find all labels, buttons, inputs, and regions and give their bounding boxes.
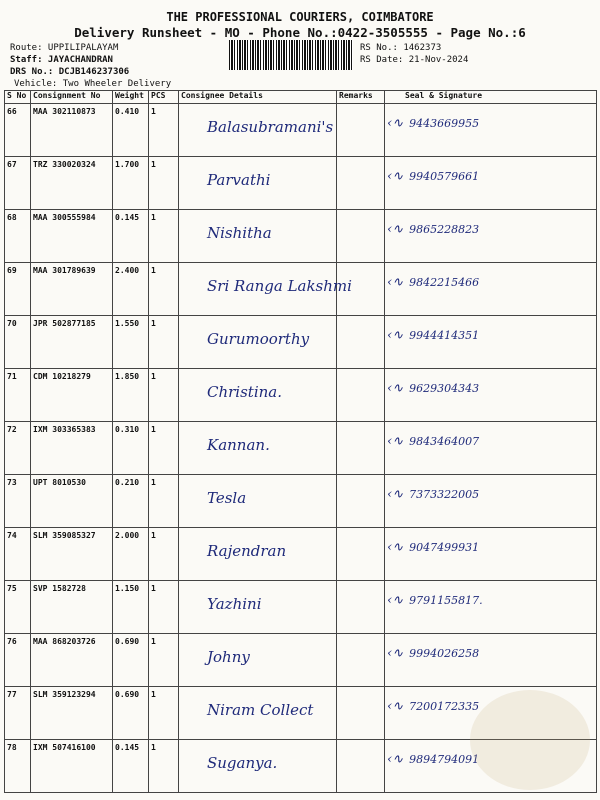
cell-signature xyxy=(385,157,597,210)
drs-label: DRS No.: DCJB146237306 xyxy=(10,67,130,77)
cell-consignee-name: Nishitha xyxy=(179,210,337,263)
col-pcs-header: PCS xyxy=(149,91,179,104)
table-row xyxy=(5,210,597,263)
cell-signature xyxy=(385,316,597,369)
cell-remarks xyxy=(337,210,385,263)
cell-weight: 2.000 xyxy=(113,528,149,581)
cell-pcs: 1 xyxy=(149,157,179,210)
cell-consignee-name: Rajendran xyxy=(179,528,337,581)
cell-pcs: 1 xyxy=(149,528,179,581)
cell-sno: 76 xyxy=(5,634,31,687)
cell-weight: 1.700 xyxy=(113,157,149,210)
signature-mark: ‹∿ xyxy=(387,222,404,237)
cell-signature xyxy=(385,528,597,581)
cell-signature xyxy=(385,581,597,634)
col-consignment-header: Consignment No xyxy=(31,91,113,104)
signature-mark: ‹∿ xyxy=(387,593,404,608)
runsheet-subtitle: Delivery Runsheet - MO - Phone No.:0422-3505555 - Page No.:6 xyxy=(74,25,526,40)
cell-remarks xyxy=(337,104,385,157)
cell-consignee-name: Balasubramani's xyxy=(179,104,337,157)
cell-consignment-no: IXM 507416100 xyxy=(31,740,113,793)
cell-signature xyxy=(385,634,597,687)
cell-consignment-no: MAA 868203726 xyxy=(31,634,113,687)
table-row xyxy=(5,475,597,528)
cell-weight: 0.690 xyxy=(113,634,149,687)
cell-pcs: 1 xyxy=(149,210,179,263)
staff-label: Staff: JAYACHANDRAN xyxy=(10,55,113,65)
cell-consignment-no: SLM 359085327 xyxy=(31,528,113,581)
cell-pcs: 1 xyxy=(149,369,179,422)
cell-pcs: 1 xyxy=(149,687,179,740)
col-signature-header: Seal & Signature xyxy=(385,91,597,104)
cell-sno: 66 xyxy=(5,104,31,157)
cell-sno: 78 xyxy=(5,740,31,793)
cell-sno: 68 xyxy=(5,210,31,263)
cell-signature xyxy=(385,475,597,528)
cell-sno: 71 xyxy=(5,369,31,422)
col-consignee-header: Consignee Details xyxy=(179,91,337,104)
vehicle-label: Vehicle: Two Wheeler Delivery xyxy=(14,79,172,89)
signature-mark: ‹∿ xyxy=(387,169,404,184)
cell-pcs: 1 xyxy=(149,740,179,793)
signature-mark: ‹∿ xyxy=(387,275,404,290)
cell-signature xyxy=(385,369,597,422)
cell-signature xyxy=(385,104,597,157)
signature-phone: 9047499931 xyxy=(409,541,480,554)
company-title: THE PROFESSIONAL COURIERS, COIMBATORE xyxy=(166,10,434,24)
cell-signature xyxy=(385,210,597,263)
cell-remarks xyxy=(337,581,385,634)
cell-weight: 0.145 xyxy=(113,740,149,793)
cell-pcs: 1 xyxy=(149,581,179,634)
signature-mark: ‹∿ xyxy=(387,752,404,767)
cell-consignee-name: Johny xyxy=(179,634,337,687)
signature-mark: ‹∿ xyxy=(387,381,404,396)
cell-pcs: 1 xyxy=(149,634,179,687)
cell-weight: 0.210 xyxy=(113,475,149,528)
table-row xyxy=(5,422,597,475)
cell-remarks xyxy=(337,475,385,528)
cell-weight: 0.410 xyxy=(113,104,149,157)
cell-pcs: 1 xyxy=(149,263,179,316)
cell-sno: 67 xyxy=(5,157,31,210)
signature-phone: 9843464007 xyxy=(409,435,480,448)
table-row xyxy=(5,316,597,369)
signature-mark: ‹∿ xyxy=(387,434,404,449)
signature-phone: 7373322005 xyxy=(409,488,480,501)
cell-signature xyxy=(385,263,597,316)
col-sno-header: S No xyxy=(5,91,31,104)
paper-stain xyxy=(470,690,590,790)
cell-weight: 1.850 xyxy=(113,369,149,422)
cell-remarks xyxy=(337,634,385,687)
cell-consignment-no: JPR 502877185 xyxy=(31,316,113,369)
signature-phone: 9842215466 xyxy=(409,276,480,289)
cell-consignee-name: Tesla xyxy=(179,475,337,528)
cell-consignee-name: Christina. xyxy=(179,369,337,422)
table-row xyxy=(5,157,597,210)
signature-mark: ‹∿ xyxy=(387,540,404,555)
cell-remarks xyxy=(337,422,385,475)
signature-phone: 9443669955 xyxy=(409,117,480,130)
cell-consignment-no: IXM 303365383 xyxy=(31,422,113,475)
cell-sno: 72 xyxy=(5,422,31,475)
signature-phone: 9791155817. xyxy=(409,594,483,607)
signature-mark: ‹∿ xyxy=(387,328,404,343)
signature-phone: 9940579661 xyxy=(409,170,480,183)
cell-consignee-name: Sri Ranga Lakshmi xyxy=(179,263,337,316)
cell-remarks xyxy=(337,369,385,422)
cell-consignment-no: MAA 302110873 xyxy=(31,104,113,157)
cell-pcs: 1 xyxy=(149,422,179,475)
signature-phone: 9629304343 xyxy=(409,382,480,395)
cell-consignment-no: MAA 300555984 xyxy=(31,210,113,263)
signature-mark: ‹∿ xyxy=(387,487,404,502)
route-label: Route: UPPILIPALAYAM xyxy=(10,43,119,53)
signature-phone: 9894794091 xyxy=(409,753,480,766)
cell-consignment-no: TRZ 330020324 xyxy=(31,157,113,210)
cell-remarks xyxy=(337,740,385,793)
signature-phone: 9994026258 xyxy=(409,647,480,660)
cell-weight: 1.550 xyxy=(113,316,149,369)
signature-phone: 9865228823 xyxy=(409,223,480,236)
cell-consignee-name: Kannan. xyxy=(179,422,337,475)
cell-consignee-name: Niram Collect xyxy=(179,687,337,740)
cell-weight: 1.150 xyxy=(113,581,149,634)
cell-pcs: 1 xyxy=(149,316,179,369)
cell-weight: 0.310 xyxy=(113,422,149,475)
signature-phone: 9944414351 xyxy=(409,329,480,342)
table-row xyxy=(5,369,597,422)
cell-consignment-no: MAA 301789639 xyxy=(31,263,113,316)
cell-sno: 74 xyxy=(5,528,31,581)
table-row xyxy=(5,104,597,157)
cell-weight: 2.400 xyxy=(113,263,149,316)
cell-weight: 0.145 xyxy=(113,210,149,263)
cell-signature xyxy=(385,422,597,475)
table-row xyxy=(5,634,597,687)
rs-date-label: RS Date: 21-Nov-2024 xyxy=(360,55,469,65)
cell-remarks xyxy=(337,687,385,740)
table-row xyxy=(5,263,597,316)
cell-consignee-name: Parvathi xyxy=(179,157,337,210)
cell-sno: 69 xyxy=(5,263,31,316)
cell-sno: 70 xyxy=(5,316,31,369)
cell-consignee-name: Suganya. xyxy=(179,740,337,793)
cell-consignment-no: CDM 10218279 xyxy=(31,369,113,422)
signature-mark: ‹∿ xyxy=(387,116,404,131)
cell-consignment-no: SVP 1582728 xyxy=(31,581,113,634)
cell-consignee-name: Gurumoorthy xyxy=(179,316,337,369)
table-row xyxy=(5,581,597,634)
cell-remarks xyxy=(337,316,385,369)
cell-sno: 75 xyxy=(5,581,31,634)
signature-mark: ‹∿ xyxy=(387,646,404,661)
cell-sno: 73 xyxy=(5,475,31,528)
table-header-row xyxy=(5,91,597,104)
cell-pcs: 1 xyxy=(149,475,179,528)
delivery-table xyxy=(4,90,597,793)
signature-phone: 7200172335 xyxy=(409,700,480,713)
cell-pcs: 1 xyxy=(149,104,179,157)
cell-remarks xyxy=(337,528,385,581)
cell-consignee-name: Yazhini xyxy=(179,581,337,634)
barcode xyxy=(229,40,353,70)
col-weight-header: Weight xyxy=(113,91,149,104)
cell-remarks xyxy=(337,157,385,210)
cell-consignment-no: SLM 359123294 xyxy=(31,687,113,740)
table-row xyxy=(5,528,597,581)
rs-no-label: RS No.: 1462373 xyxy=(360,43,442,53)
col-remarks-header: Remarks xyxy=(337,91,385,104)
signature-mark: ‹∿ xyxy=(387,699,404,714)
cell-weight: 0.690 xyxy=(113,687,149,740)
cell-sno: 77 xyxy=(5,687,31,740)
cell-consignment-no: UPT 8010530 xyxy=(31,475,113,528)
